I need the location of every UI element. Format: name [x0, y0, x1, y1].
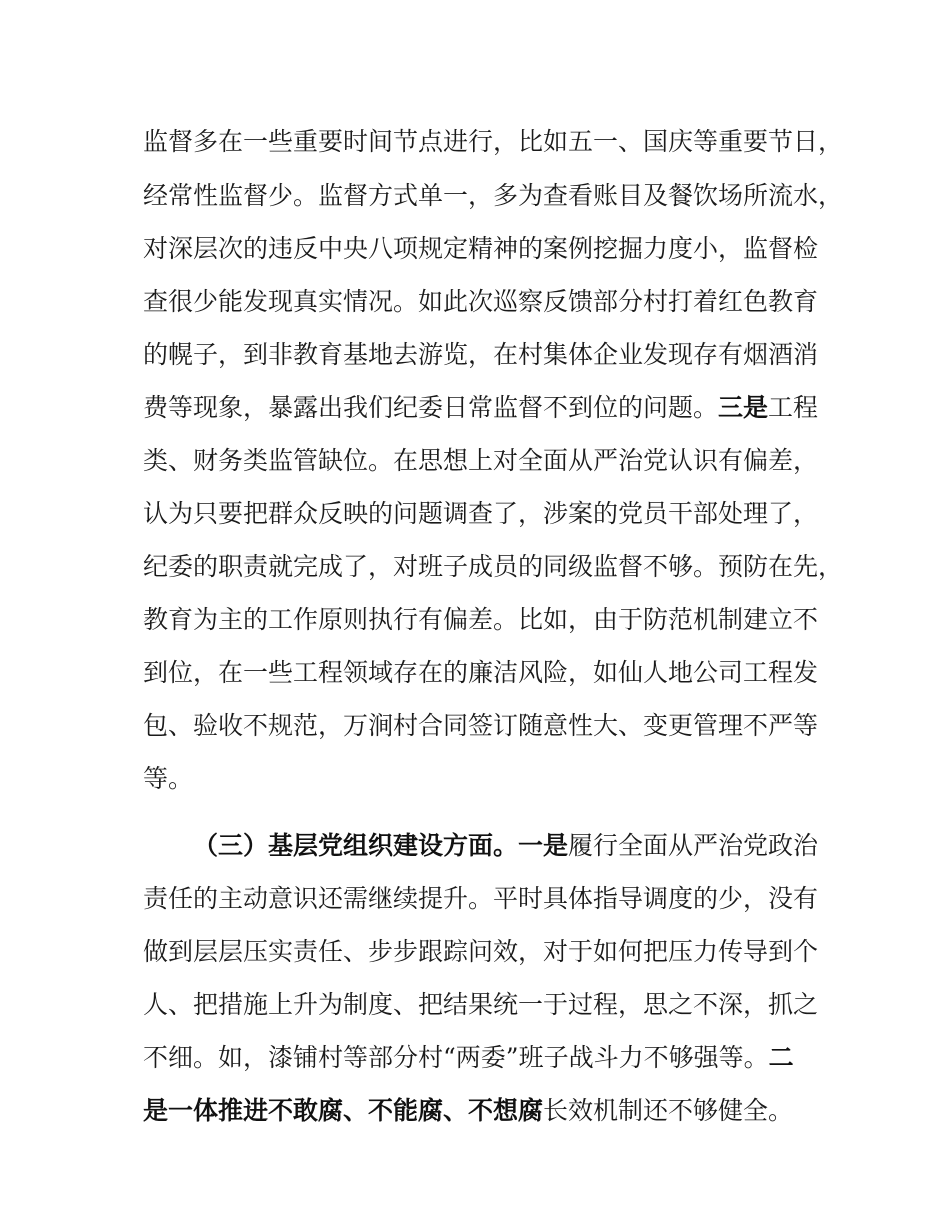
text-line: 到位，在一些工程领域存在的廉洁风险，如仙人地公司工程发 — [143, 658, 819, 687]
text-line: 经常性监督少。监督方式单一，多为查看账目及餐饮场所流水， — [143, 181, 844, 210]
section-heading: （三）基层党组织建设方面。 — [193, 831, 519, 860]
text-line: 等。 — [143, 764, 194, 793]
text-line-bold-lead — [143, 1085, 793, 1137]
text-line: 认为只要把群众反映的问题调查了，涉案的党员干部处理了， — [143, 499, 819, 528]
text-span: 长效机制还不够健全。 — [543, 1096, 794, 1125]
text-span: 工程 — [768, 393, 819, 422]
text-line: 类、财务类监管缺位。在思想上对全面从严治党认识有偏差， — [143, 446, 819, 475]
text-line: 对深层次的违反中央八项规定精神的案例挖掘力度小，监督检 — [143, 234, 819, 263]
text-line: 查很少能发现真实情况。如此次巡察反馈部分村打着红色教育 — [143, 287, 819, 316]
bold-label-three: 三是 — [718, 393, 769, 422]
text-line: 监督多在一些重要时间节点进行，比如五一、国庆等重要节日， — [143, 127, 844, 156]
text-line: 包、验收不规范，万涧村合同签订随意性大、变更管理不严等 — [143, 711, 819, 740]
text-span: 履行全面从严治党政治 — [568, 831, 819, 860]
text-line: 责任的主动意识还需继续提升。平时具体指导调度的少，没有 — [143, 884, 819, 913]
text-span: 不细。如，漆铺村等部分村“两委”班子战斗力不够强等。 — [143, 1043, 769, 1072]
text-line-with-bold-tail — [143, 1032, 794, 1084]
text-span: 费等现象，暴露出我们纪委日常监督不到位的问题。 — [143, 393, 719, 422]
text-line: 做到层层压实责任、步步跟踪问效，对于如何把压力传导到个 — [143, 937, 819, 966]
bold-clause: 是一体推进不敢腐、不能腐、不想腐 — [143, 1096, 544, 1125]
text-line: 教育为主的工作原则执行有偏差。比如，由于防范机制建立不 — [143, 605, 819, 634]
bold-label-two: 二 — [768, 1043, 794, 1072]
text-line-with-bold-tail — [143, 382, 818, 434]
text-line: 人、把措施上升为制度、把结果统一于过程，思之不深，抓之 — [143, 990, 819, 1019]
text-line-heading — [193, 820, 818, 872]
bold-label-one: 一是 — [518, 831, 569, 860]
text-line: 纪委的职责就完成了，对班子成员的同级监督不够。预防在先， — [143, 552, 844, 581]
text-line: 的幌子，到非教育基地去游览，在村集体企业发现存有烟酒消 — [143, 340, 819, 369]
